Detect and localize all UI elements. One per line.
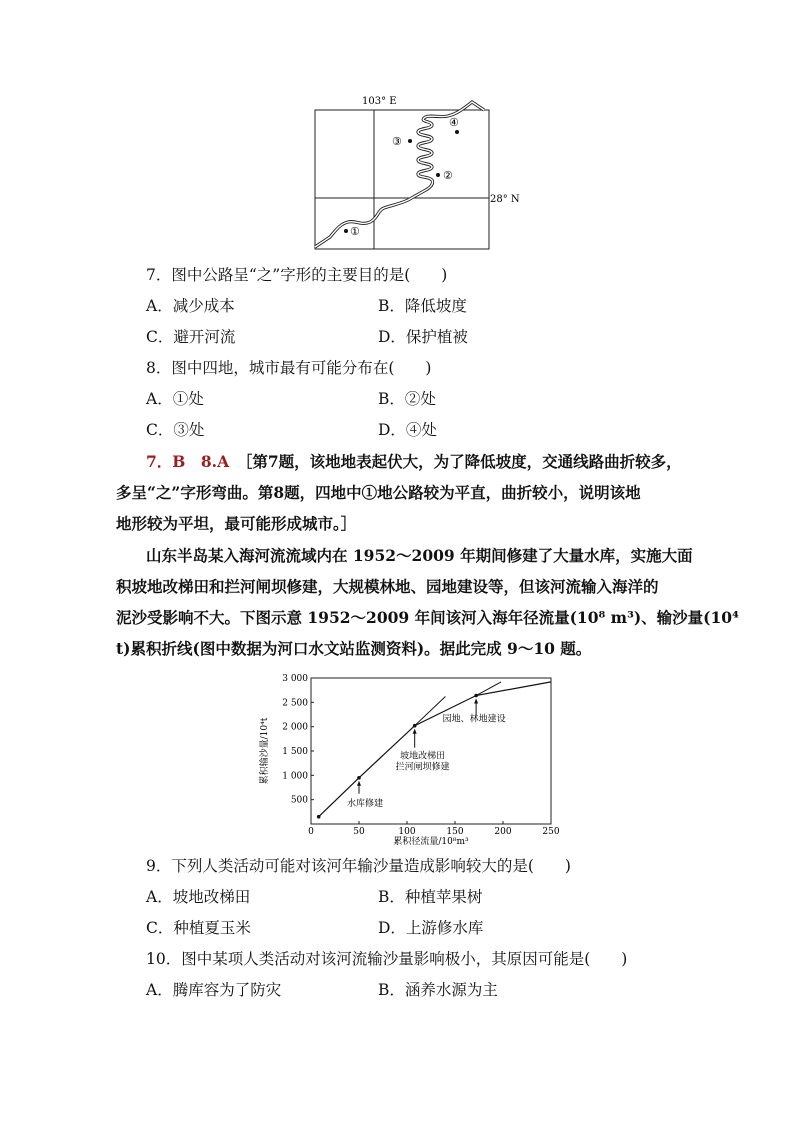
intro-line4: t)累积折线(图中数据为河口水文站监测资料)。据此完成 9～10 题。 [116,639,592,658]
x-tick-label: 200 [494,827,512,837]
longitude-label: 103° E [362,96,397,107]
point-1-label: ① [350,225,360,238]
q7-stem: 7．图中公路呈“之”字形的主要目的是( ) [146,266,448,284]
annotation-arrowhead [357,781,361,786]
answer-explanation-1: ［第7题，该地地表起伏大，为了降低坡度，交通线路曲折较多， [244,452,682,471]
q7-option-d[interactable]: D．保护植被 [378,328,468,346]
annotation-label: 园地、林地建设 [442,714,506,725]
map-frame [315,110,489,249]
point-3-label: ③ [392,135,402,148]
series-point [317,815,321,819]
point-3-dot [408,139,412,143]
q9-stem: 9．下列人类活动可能对该河年输沙量造成影响较大的是( ) [146,857,571,875]
y-tick-label: 2 500 [282,698,308,709]
y-tick-label: 2 000 [282,722,308,733]
x-tick-label: 250 [542,827,560,837]
q7-option-c[interactable]: C．避开河流 [146,328,236,346]
x-tick-label: 0 [308,827,314,837]
point-4-dot [455,130,459,134]
q7-option-a[interactable]: A．减少成本 [146,297,235,315]
cumulative-chart [255,668,575,848]
intro-line3: 泥沙受影响不大。下图示意 1952～2009 年间该河入海年径流量(10⁸ m³)、输沙量(10⁴ [116,608,739,627]
point-4-label: ④ [449,116,459,129]
y-tick-label: 3 000 [282,674,308,684]
q9-option-d[interactable]: D．上游修水库 [378,919,484,937]
q8-option-b[interactable]: B．②处 [378,390,436,408]
q10-stem: 10．图中某项人类活动对该河流输沙量影响极小，其原因可能是( ) [146,950,628,968]
series-line [319,682,551,817]
x-axis-label: 累积径流量/10⁸m³ [393,837,469,847]
trend-line [415,696,446,725]
q8-stem: 8．图中四地，城市最有可能分布在( ) [146,359,432,377]
annotation-arrowhead [474,699,478,704]
answer-7-8-line2: 多呈“之”字形弯曲。第8题，四地中①地公路较为平直，曲折较小，说明该地 [116,483,641,502]
answer-key: 7．B 8.A [146,452,230,471]
answer-7-8-line3: 地形较为平坦，最可能形成城市。］ [116,514,357,533]
y-axis-label: 累积输沙量/10⁴t [260,717,270,785]
q9-option-b[interactable]: B．种植苹果树 [378,888,483,906]
annotation-label: 拦河闸坝修建 [395,762,450,773]
annotation-arrowhead [413,729,417,734]
intro-line2: 积坡地改梯田和拦河闸坝修建，大规模林地、园地建设等，但该河流输入海洋的 [116,577,659,596]
point-2-dot [436,173,440,177]
road-map-figure [300,92,530,252]
latitude-label: 28° N [490,194,520,205]
annotation-label: 坡地改梯田 [400,751,446,762]
x-tick-label: 100 [398,827,416,837]
q10-option-b[interactable]: B．涵养水源为主 [378,981,498,999]
q10-option-a[interactable]: A．腾库容为了防灾 [146,981,282,999]
series-point [474,694,478,698]
point-2-label: ② [443,169,453,182]
q9-option-c[interactable]: C．种植夏玉米 [146,919,251,937]
y-tick-label: 500 [290,795,308,806]
x-tick-label: 150 [446,827,464,837]
q8-option-a[interactable]: A．①处 [146,390,204,408]
series-point [357,776,361,780]
point-1-dot [344,229,348,233]
q9-option-a[interactable]: A．坡地改梯田 [146,888,251,906]
q8-option-d[interactable]: D．④处 [378,421,437,439]
x-tick-label: 50 [353,827,365,837]
annotation-label: 水库修建 [346,798,384,809]
answer-7-8-line1 [146,452,682,472]
y-tick-label: 1 500 [282,747,308,757]
q7-option-b[interactable]: B．降低坡度 [378,297,467,315]
intro-line1: 山东半岛某入海河流流域内在 1952～2009 年期间修建了大量水库，实施大面 [146,546,693,565]
q8-option-c[interactable]: C．③处 [146,421,205,439]
y-tick-label: 1 000 [282,771,308,782]
